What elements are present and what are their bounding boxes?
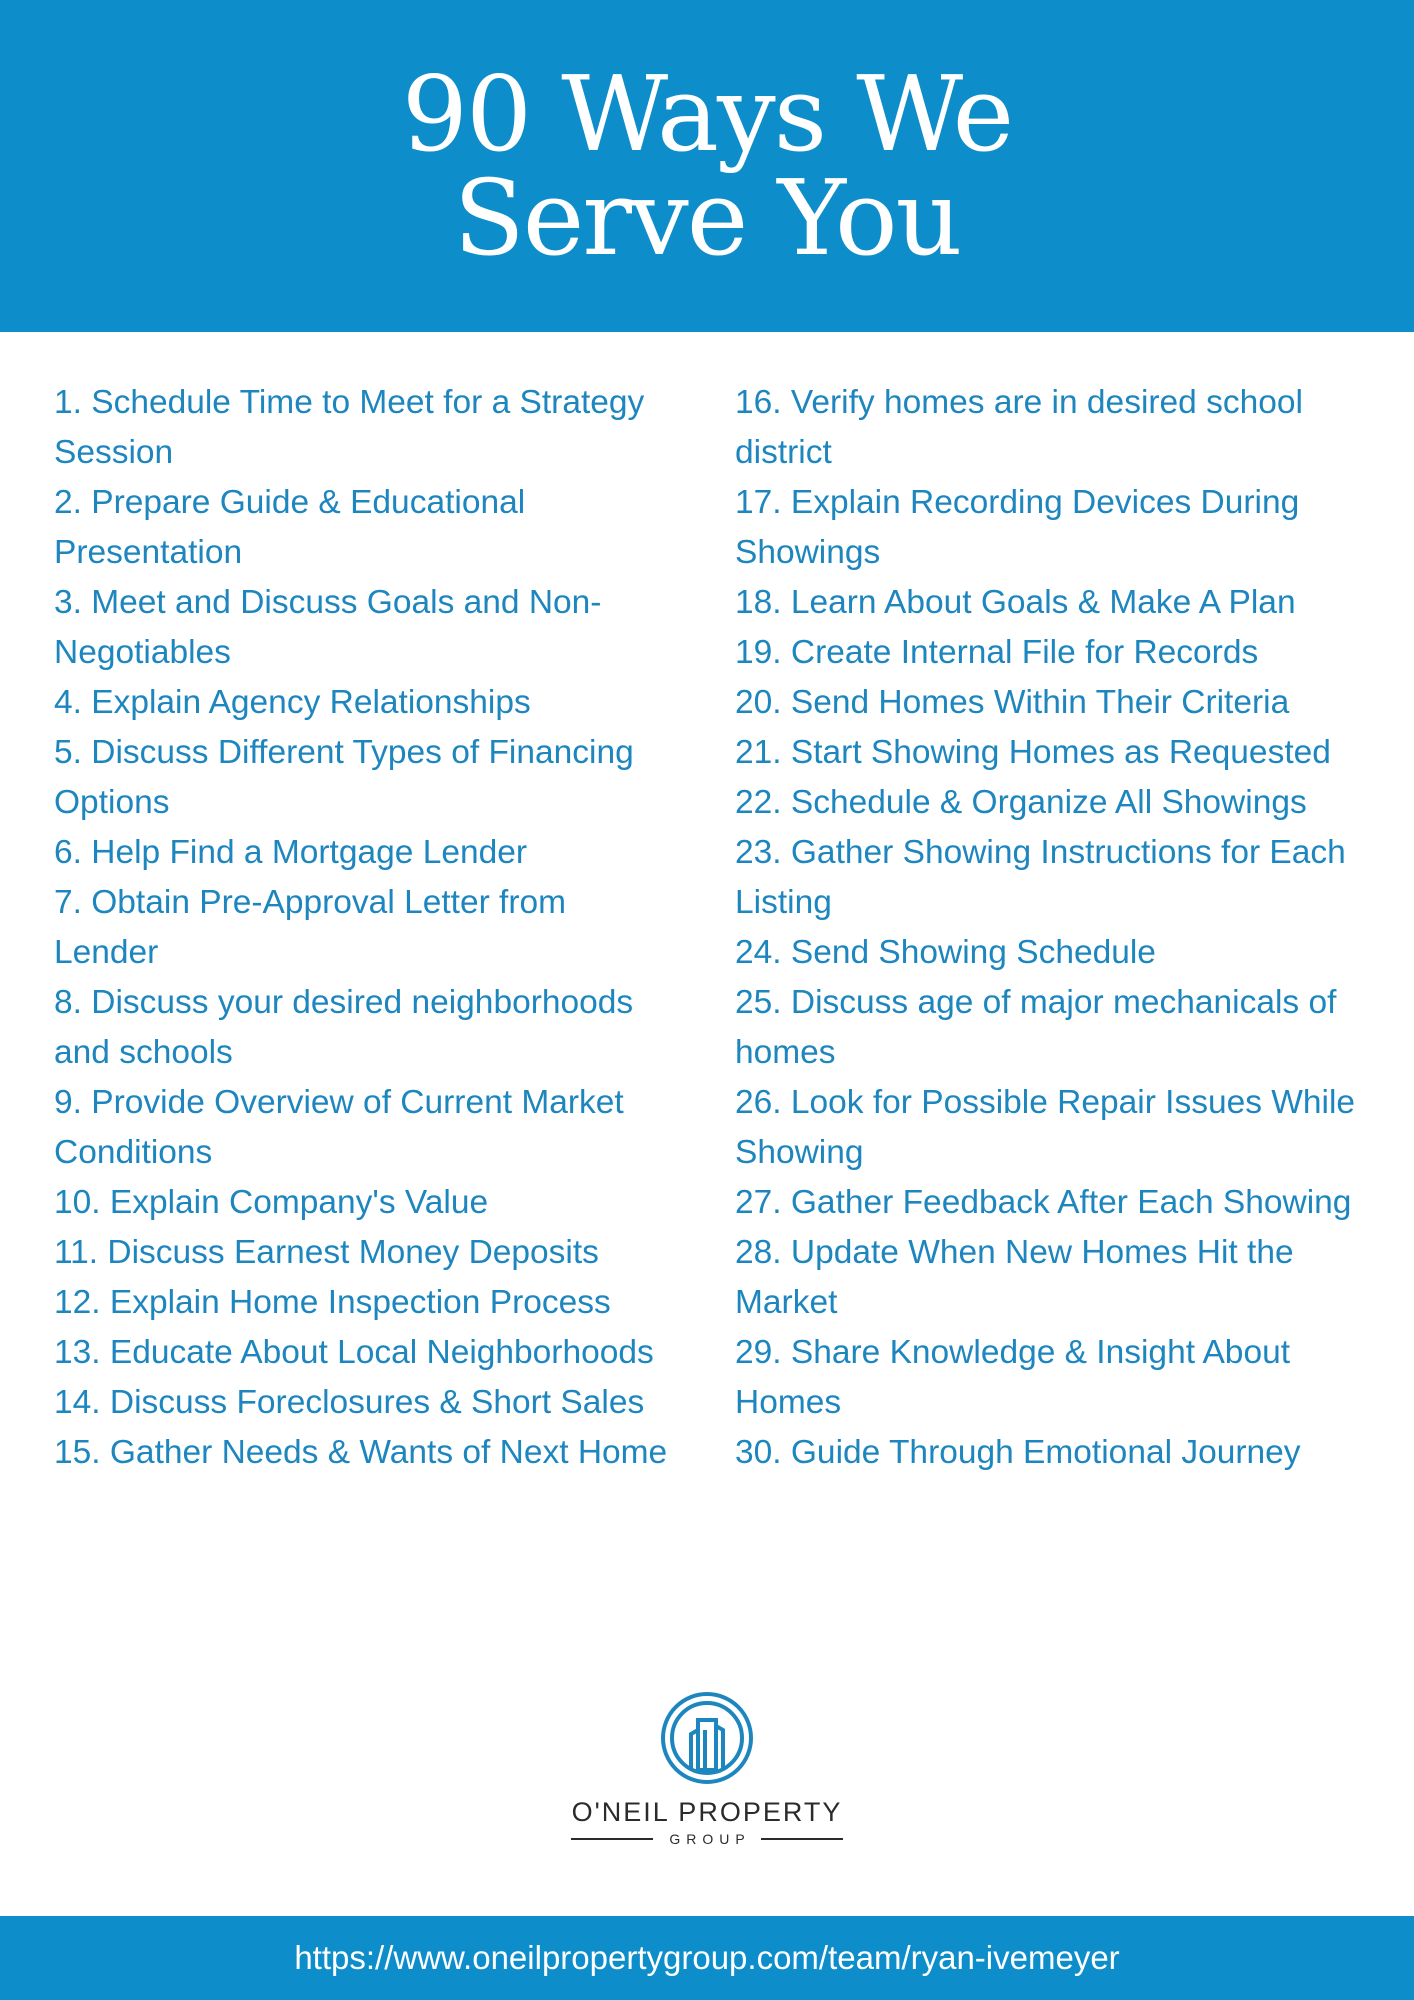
divider-line-right — [761, 1838, 843, 1840]
services-list-left — [54, 378, 674, 1478]
list-item: 27. Gather Feedback After Each Showing — [735, 1184, 1352, 1221]
services-list-right — [735, 378, 1375, 1478]
list-item: 24. Send Showing Schedule — [735, 934, 1156, 971]
list-item: 17. Explain Recording Devices During Showings — [735, 484, 1300, 571]
list-item: 21. Start Showing Homes as Requested — [735, 734, 1331, 771]
list-item: 11. Discuss Earnest Money Deposits — [54, 1234, 599, 1271]
list-item: 26. Look for Possible Repair Issues While Showing — [735, 1084, 1356, 1171]
brand-subtitle: GROUP — [669, 1831, 751, 1847]
list-item: 1. Schedule Time to Meet for a Strategy Session — [54, 384, 645, 471]
list-item: 25. Discuss age of major mechanicals of homes — [735, 984, 1337, 1071]
list-item: 23. Gather Showing Instructions for Each Listing — [735, 834, 1346, 921]
list-item: 5. Discuss Different Types of Financing Options — [54, 734, 634, 821]
list-item: 3. Meet and Discuss Goals and Non-Negotiables — [54, 584, 602, 671]
list-item: 7. Obtain Pre-Approval Letter from Lender — [54, 884, 567, 971]
company-logo — [507, 1690, 907, 1860]
header-banner — [0, 0, 1414, 332]
list-item: 2. Prepare Guide & Educational Presentation — [54, 484, 526, 571]
list-item: 20. Send Homes Within Their Criteria — [735, 684, 1290, 721]
list-item: 22. Schedule & Organize All Showings — [735, 784, 1307, 821]
list-item: 16. Verify homes are in desired school district — [735, 384, 1303, 471]
list-item: 14. Discuss Foreclosures & Short Sales — [54, 1384, 645, 1421]
list-item: 18. Learn About Goals & Make A Plan — [735, 584, 1296, 621]
list-item: 12. Explain Home Inspection Process — [54, 1284, 611, 1321]
building-logo-icon — [659, 1690, 755, 1786]
list-item: 10. Explain Company's Value — [54, 1184, 489, 1221]
list-item: 6. Help Find a Mortgage Lender — [54, 834, 528, 871]
list-item: 9. Provide Overview of Current Market Conditions — [54, 1084, 624, 1171]
list-item: 29. Share Knowledge & Insight About Homes — [735, 1334, 1291, 1421]
website-link[interactable]: https://www.oneilpropertygroup.com/team/ryan-ivemeyer — [294, 1939, 1120, 1976]
brand-subtitle-row — [507, 1830, 907, 1848]
divider-line-left — [571, 1838, 653, 1840]
list-item: 28. Update When New Homes Hit the Market — [735, 1234, 1294, 1321]
list-item: 30. Guide Through Emotional Journey — [735, 1434, 1301, 1471]
brand-name: O'NEIL PROPERTY — [571, 1797, 843, 1827]
list-item: 8. Discuss your desired neighborhoods and schools — [54, 984, 634, 1071]
list-item: 13. Educate About Local Neighborhoods — [54, 1334, 654, 1371]
footer-bar — [0, 1916, 1414, 2000]
list-item: 4. Explain Agency Relationships — [54, 684, 531, 721]
page-title: 90 Ways We Serve You — [401, 53, 1013, 279]
list-item: 15. Gather Needs & Wants of Next Home — [54, 1434, 668, 1471]
list-item: 19. Create Internal File for Records — [735, 634, 1259, 671]
